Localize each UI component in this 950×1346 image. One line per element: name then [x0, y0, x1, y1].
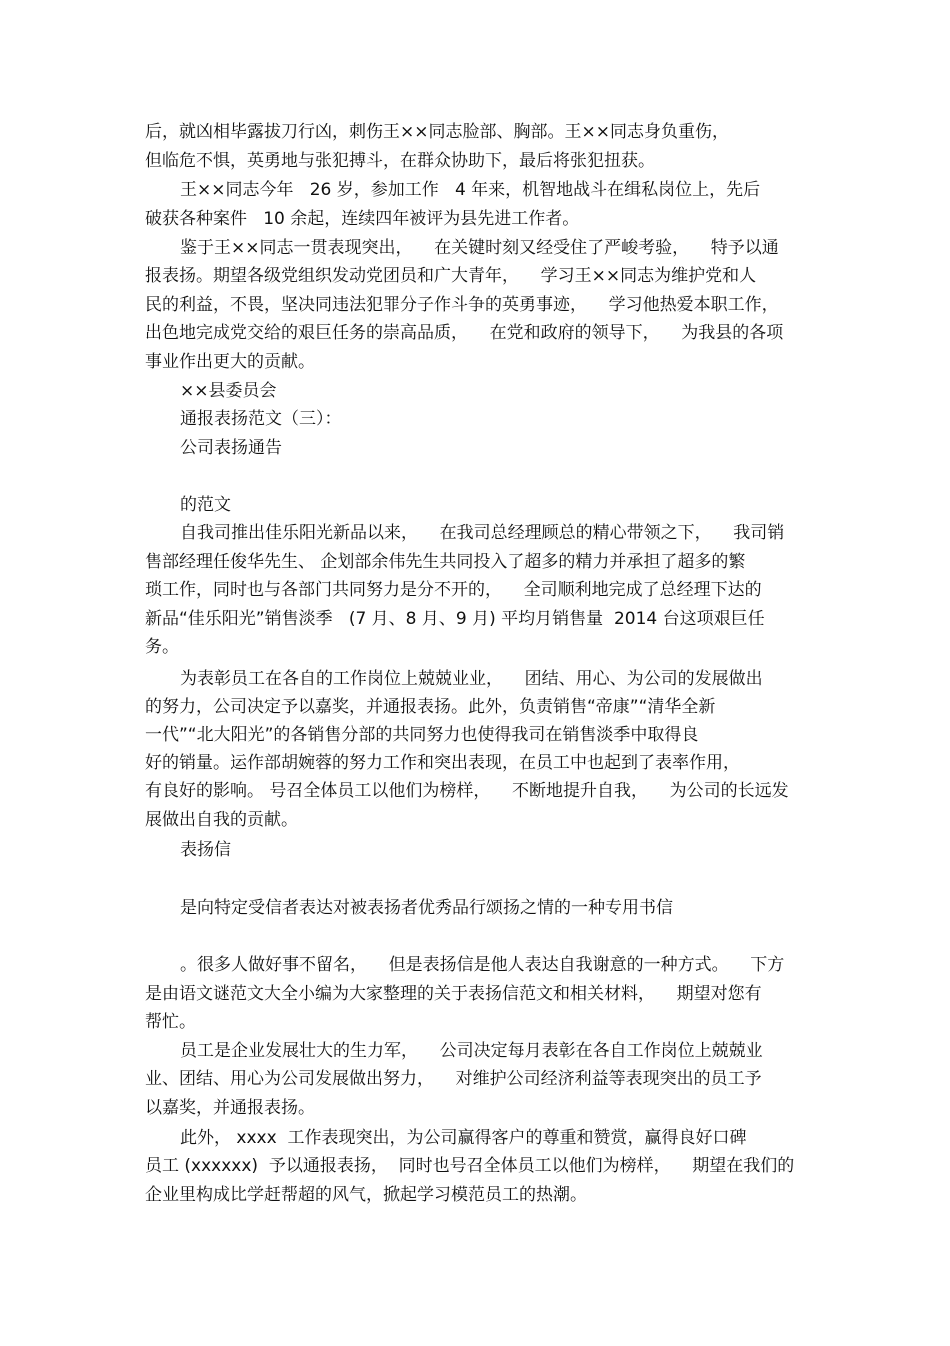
text-line: 此外， xxxx 工作表现突出，为公司赢得客户的尊重和赞赏，赢得良好口碑 [180, 1128, 747, 1148]
text-line: 报表扬。期望各级党组织发动党团员和广大青年， 学习王××同志为维护党和人 [145, 266, 757, 286]
text-line: 有良好的影响。 号召全体员工以他们为榜样， 不断地提升自我， 为公司的长远发 [145, 781, 789, 801]
text-line: 员工是企业发展壮大的生力军， 公司决定每月表彰在各自工作岗位上兢兢业 [180, 1041, 763, 1061]
section-title: 公司表扬通告 [180, 438, 282, 458]
text-line: 新品“佳乐阳光”销售淡季 (7 月、8 月、9 月) 平均月销售量 2014 台这项艰巨任 [145, 609, 765, 629]
text-line: 是向特定受信者表达对被表扬者优秀品行颂扬之情的一种专用书信 [180, 898, 673, 918]
text-line: 的努力，公司决定予以嘉奖，并通报表扬。此外，负责销售“帝康”“清华全新 [145, 697, 716, 717]
text-line: 售部经理任俊华先生、 企划部余伟先生共同投入了超多的精力并承担了超多的繁 [145, 552, 746, 572]
text-line: 为表彰员工在各自的工作岗位上兢兢业业， 团结、用心、为公司的发展做出 [180, 669, 763, 689]
text-line: 业、团结、用心为公司发展做出努力， 对维护公司经济利益等表现突出的员工予 [145, 1069, 762, 1089]
text-line: 事业作出更大的贡献。 [145, 352, 315, 372]
text-line: 出色地完成党交给的艰巨任务的崇高品质， 在党和政府的领导下， 为我县的各项 [145, 323, 784, 343]
text-line: 后，就凶相毕露拔刀行凶，刺伤王××同志脸部、胸部。王××同志身负重伤， [145, 122, 729, 142]
text-line: 。很多人做好事不留名， 但是表扬信是他人表达自我谢意的一种方式。 下方 [180, 955, 785, 975]
text-line: 好的销量。运作部胡婉蓉的努力工作和突出表现，在员工中也起到了表率作用， [145, 753, 740, 773]
text-line: 展做出自我的贡献。 [145, 810, 298, 830]
section-title: 表扬信 [180, 840, 231, 860]
text-line: 琐工作，同时也与各部门共同努力是分不开的， 全司顺利地完成了总经理下达的 [145, 580, 762, 600]
text-line: 是由语文谜范文大全小编为大家整理的关于表扬信范文和相关材料， 期望对您有 [145, 984, 762, 1004]
text-line: 王××同志今年 26 岁，参加工作 4 年来，机智地战斗在缉私岗位上，先后 [180, 180, 761, 200]
text-line: 的范文 [180, 495, 231, 515]
text-line: 企业里构成比学赶帮超的风气，掀起学习模范员工的热潮。 [145, 1185, 587, 1205]
text-line: 鉴于王××同志一贯表现突出， 在关键时刻又经受住了严峻考验， 特予以通 [180, 238, 779, 258]
text-line: 帮忙。 [145, 1012, 196, 1032]
text-line: 以嘉奖，并通报表扬。 [145, 1098, 315, 1118]
text-line: 一代”“北大阳光”的各销售分部的共同努力也使得我司在销售淡季中取得良 [145, 725, 699, 745]
text-line: 破获各种案件 10 余起，连续四年被评为县先进工作者。 [145, 209, 580, 229]
text-line: 务。 [145, 637, 179, 657]
text-line: 民的利益，不畏，坚决同违法犯罪分子作斗争的英勇事迹， 学习他热爱本职工作， [145, 295, 779, 315]
text-line: 员工 (xxxxxx) 予以通报表扬， 同时也号召全体员工以他们为榜样， 期望在我们的 [145, 1156, 795, 1176]
text-line: 但临危不惧，英勇地与张犯搏斗，在群众协助下，最后将张犯扭获。 [145, 151, 655, 171]
signature-line: ××县委员会 [180, 381, 277, 401]
text-line: 自我司推出佳乐阳光新品以来， 在我司总经理顾总的精心带领之下， 我司销 [180, 523, 785, 543]
section-heading: 通报表扬范文（三）： [180, 409, 342, 429]
